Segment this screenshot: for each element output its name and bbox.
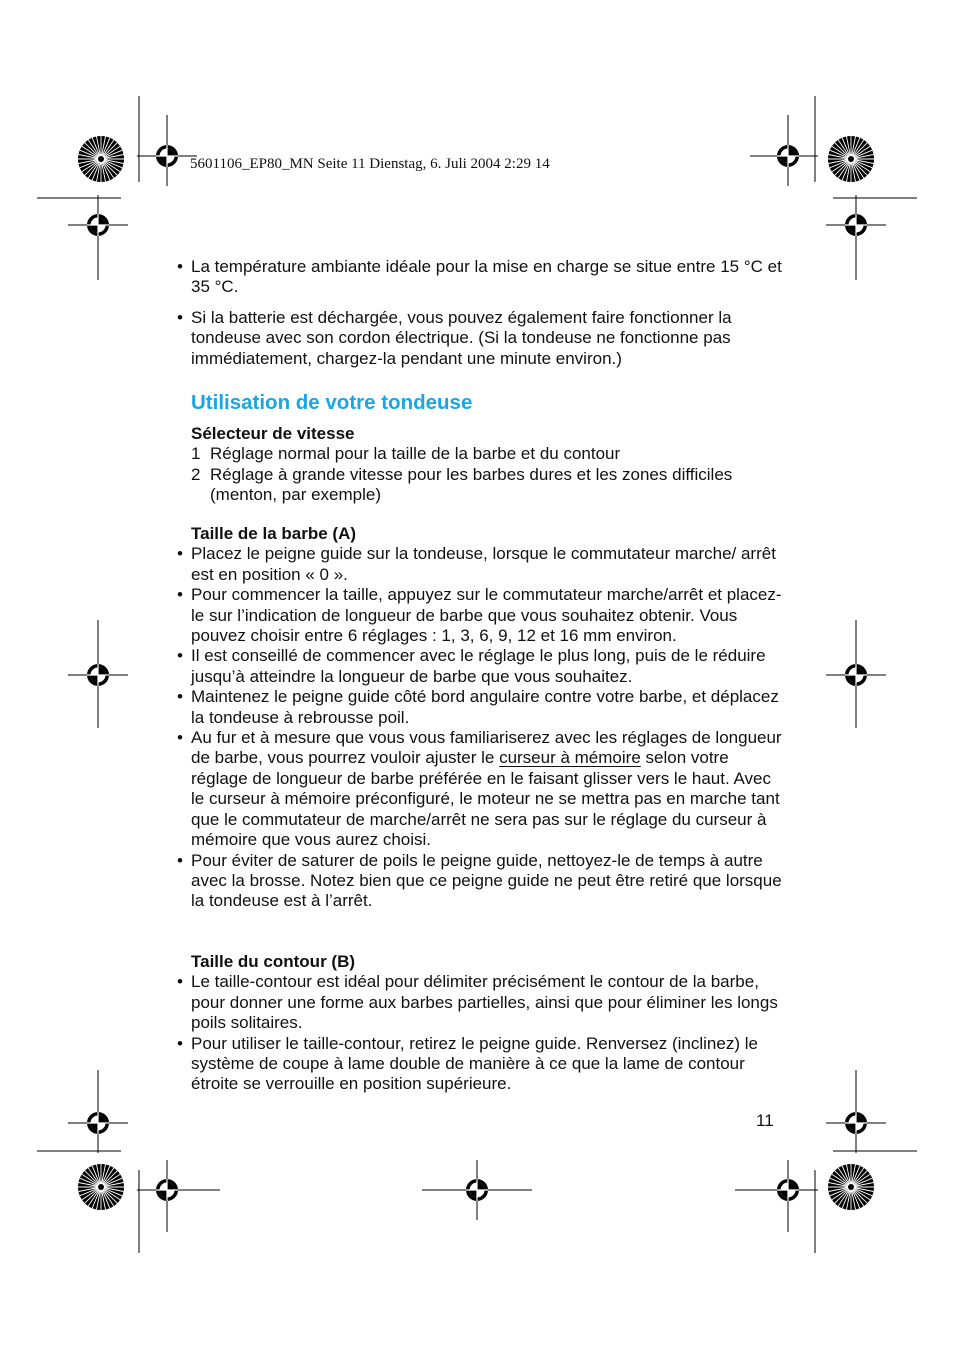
item-number: 1 [191,444,201,464]
page-number: 11 [756,1111,774,1130]
item-text: Au fur et à mesure que vous vous familiariserez avec les réglages de longueur de barbe, vous pourrez vouloir ajuster le [191,728,782,768]
list-item: • Pour éviter de saturer de poils le peigne guide, nettoyez-le de temps à autre avec la brosse. Notez bien que ce peigne guide ne peut être retiré que lorsque la tondeuse est à l’arrêt. [175,851,785,912]
list-item: • La température ambiante idéale pour la mise en charge se situe entre 15 °C et 35 °C. [175,257,785,298]
intro-section [175,257,785,369]
list-item [175,465,785,506]
speed-selector-section [175,424,785,506]
list-item [175,728,785,850]
beard-trim-section [175,524,785,912]
beard-trim-heading: Taille de la barbe (A) [191,524,357,543]
item-text: selon votre réglage de longueur de barbe préférée en le faisant glisser vers le haut. Avec le curseur à mémoire préconfiguré, le moteur ne se mettra pas en marche tant que le commutateur de marche/arrêt ne sera pas sur le réglage du curseur à mémoire que vous aurez choisi. [191,748,780,850]
contour-trim-heading: Taille du contour (B) [191,952,356,971]
list-item: • Pour utiliser le taille-contour, retirez le peigne guide. Renversez (inclinez) le système de coupe à lame double de manière à ce que la lame de contour étroite se verrouille en position supérieure. [175,1034,785,1095]
list-item [175,444,785,464]
list-item: • Maintenez le peigne guide côté bord angulaire contre votre barbe, et déplacez la tondeuse à rebrousse poil. [175,687,785,728]
speed-selector-heading: Sélecteur de vitesse [191,424,355,443]
list-item: • Il est conseillé de commencer avec le réglage le plus long, puis de le réduire jusqu’à atteindre la longueur de barbe que vous souhaitez. [175,646,785,687]
item-number: 2 [191,464,201,484]
list-item: • Le taille-contour est idéal pour délimiter précisément le contour de la barbe, pour donner une forme aux barbes partielles, ainsi que pour éliminer les longs poils solitaires. [175,972,785,1033]
list-item: • Placez le peigne guide sur la tondeuse, lorsque le commutateur marche/ arrêt est en position « 0 ». [175,544,785,585]
item-text: Réglage normal pour la taille de la barbe et du contour [210,444,621,464]
list-item: • Si la batterie est déchargée, vous pouvez également faire fonctionner la tondeuse avec son cordon électrique. (Si la tondeuse ne fonctionne pas immédiatement, chargez-la pendant une minute environ.) [175,308,785,369]
memory-slider-term: curseur à mémoire [499,748,641,768]
section-title: Utilisation de votre tondeuse [191,391,473,414]
item-text: Réglage à grande vitesse pour les barbes dures et les zones difficiles (menton, par exemple) [210,464,733,505]
print-slug: 5601106_EP80_MN Seite 11 Dienstag, 6. Juli 2004 2:29 14 [190,156,550,172]
list-item: • Pour commencer la taille, appuyez sur le commutateur marche/arrêt et placez-le sur l’indication de longueur de barbe que vous souhaitez obtenir. Vous pouvez choisir entre 6 réglages : 1, 3, 6, 9, 12 et 16 mm environ. [175,585,785,646]
contour-trim-section [175,952,785,1095]
